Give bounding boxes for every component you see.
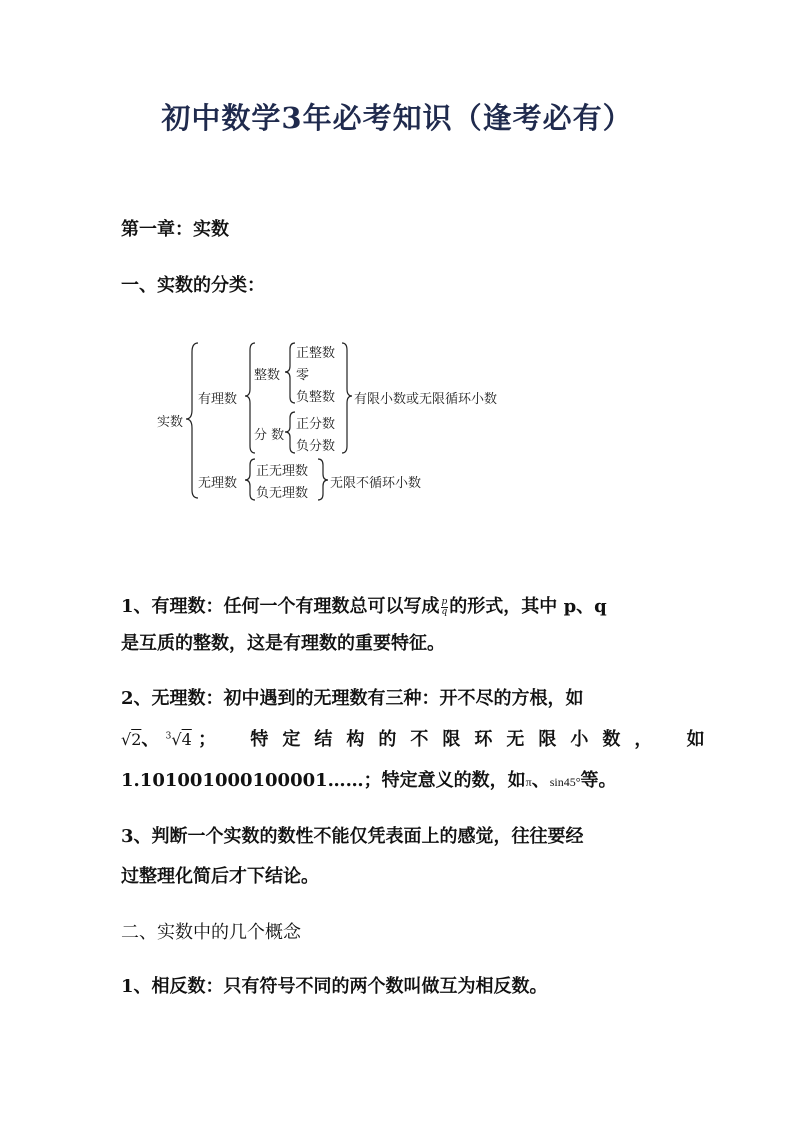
diagram-negative-irrational: 负无理数: [256, 486, 309, 501]
para-rational-tail: 的形式，其中 p、q: [449, 596, 607, 617]
chapter-heading: 第一章：实数: [121, 219, 229, 240]
diagram-integer: 整数: [254, 368, 281, 383]
para-opposite-numbers: 1、相反数：只有符号不同的两个数叫做互为相反数。: [121, 976, 548, 997]
para-irrational-line3: 1.101001000100001……；特定意义的数，如π、sin45°等。: [121, 770, 617, 791]
diagram-positive-fraction: 正分数: [296, 417, 336, 432]
para-judgement-line2: 过整理化简后才下结论。: [121, 866, 319, 887]
diagram-irrational-note: 无限不循环小数: [330, 476, 422, 491]
brace-close-rational: [342, 343, 352, 453]
brace-irrational: [245, 459, 255, 500]
sin45-expression: sin45°: [549, 775, 581, 789]
cube-root-4: $^3$√4: [165, 730, 192, 749]
page-title: 初中数学3年必考知识（逢考必有）: [161, 101, 633, 135]
para-rational-lead: 1、有理数：任何一个有理数总可以写成: [121, 596, 440, 617]
diagram-rational-note: 有限小数或无限循环小数: [354, 392, 498, 407]
pi-symbol: π: [525, 775, 532, 789]
brace-root: [186, 343, 198, 498]
diagram-positive-irrational: 正无理数: [256, 464, 309, 479]
diagram-zero: 零: [296, 368, 310, 383]
para-irrational-line1: 2、无理数：初中遇到的无理数有三种：开不尽的方根，如: [121, 688, 584, 709]
para-irrational-line2: √2、 $^3$√4 ； 特定结构的不限环无限小数， 如: [121, 729, 719, 750]
diagram-positive-integer: 正整数: [296, 346, 336, 361]
diagram-real-number: 实数: [157, 415, 184, 430]
para-rational-line2: 是互质的整数，这是有理数的重要特征。: [121, 633, 445, 654]
brace-integer: [285, 343, 295, 403]
diagram-fraction: 分 数: [254, 428, 285, 443]
sqrt-2: √2: [121, 730, 142, 749]
diagram-negative-integer: 负整数: [296, 390, 336, 405]
para-irrational-mid: ； 特定结构的不限环无限小数， 如: [198, 729, 719, 750]
section-heading-classification: 一、实数的分类：: [121, 275, 265, 296]
brace-fraction: [285, 412, 295, 453]
para-judgement-line1: 3、判断一个实数的数性不能仅凭表面上的感觉，往往要经: [121, 826, 584, 847]
diagram-irrational: 无理数: [198, 476, 238, 491]
fraction-p-over-q: $\frac{p}{q}$: [441, 596, 448, 617]
para-rational-line1: [121, 592, 607, 618]
diagram-negative-fraction: 负分数: [296, 439, 336, 454]
section-heading-concepts: 二、实数中的几个概念: [121, 922, 301, 943]
brace-close-irrational: [318, 459, 328, 500]
diagram-rational: 有理数: [198, 392, 238, 407]
